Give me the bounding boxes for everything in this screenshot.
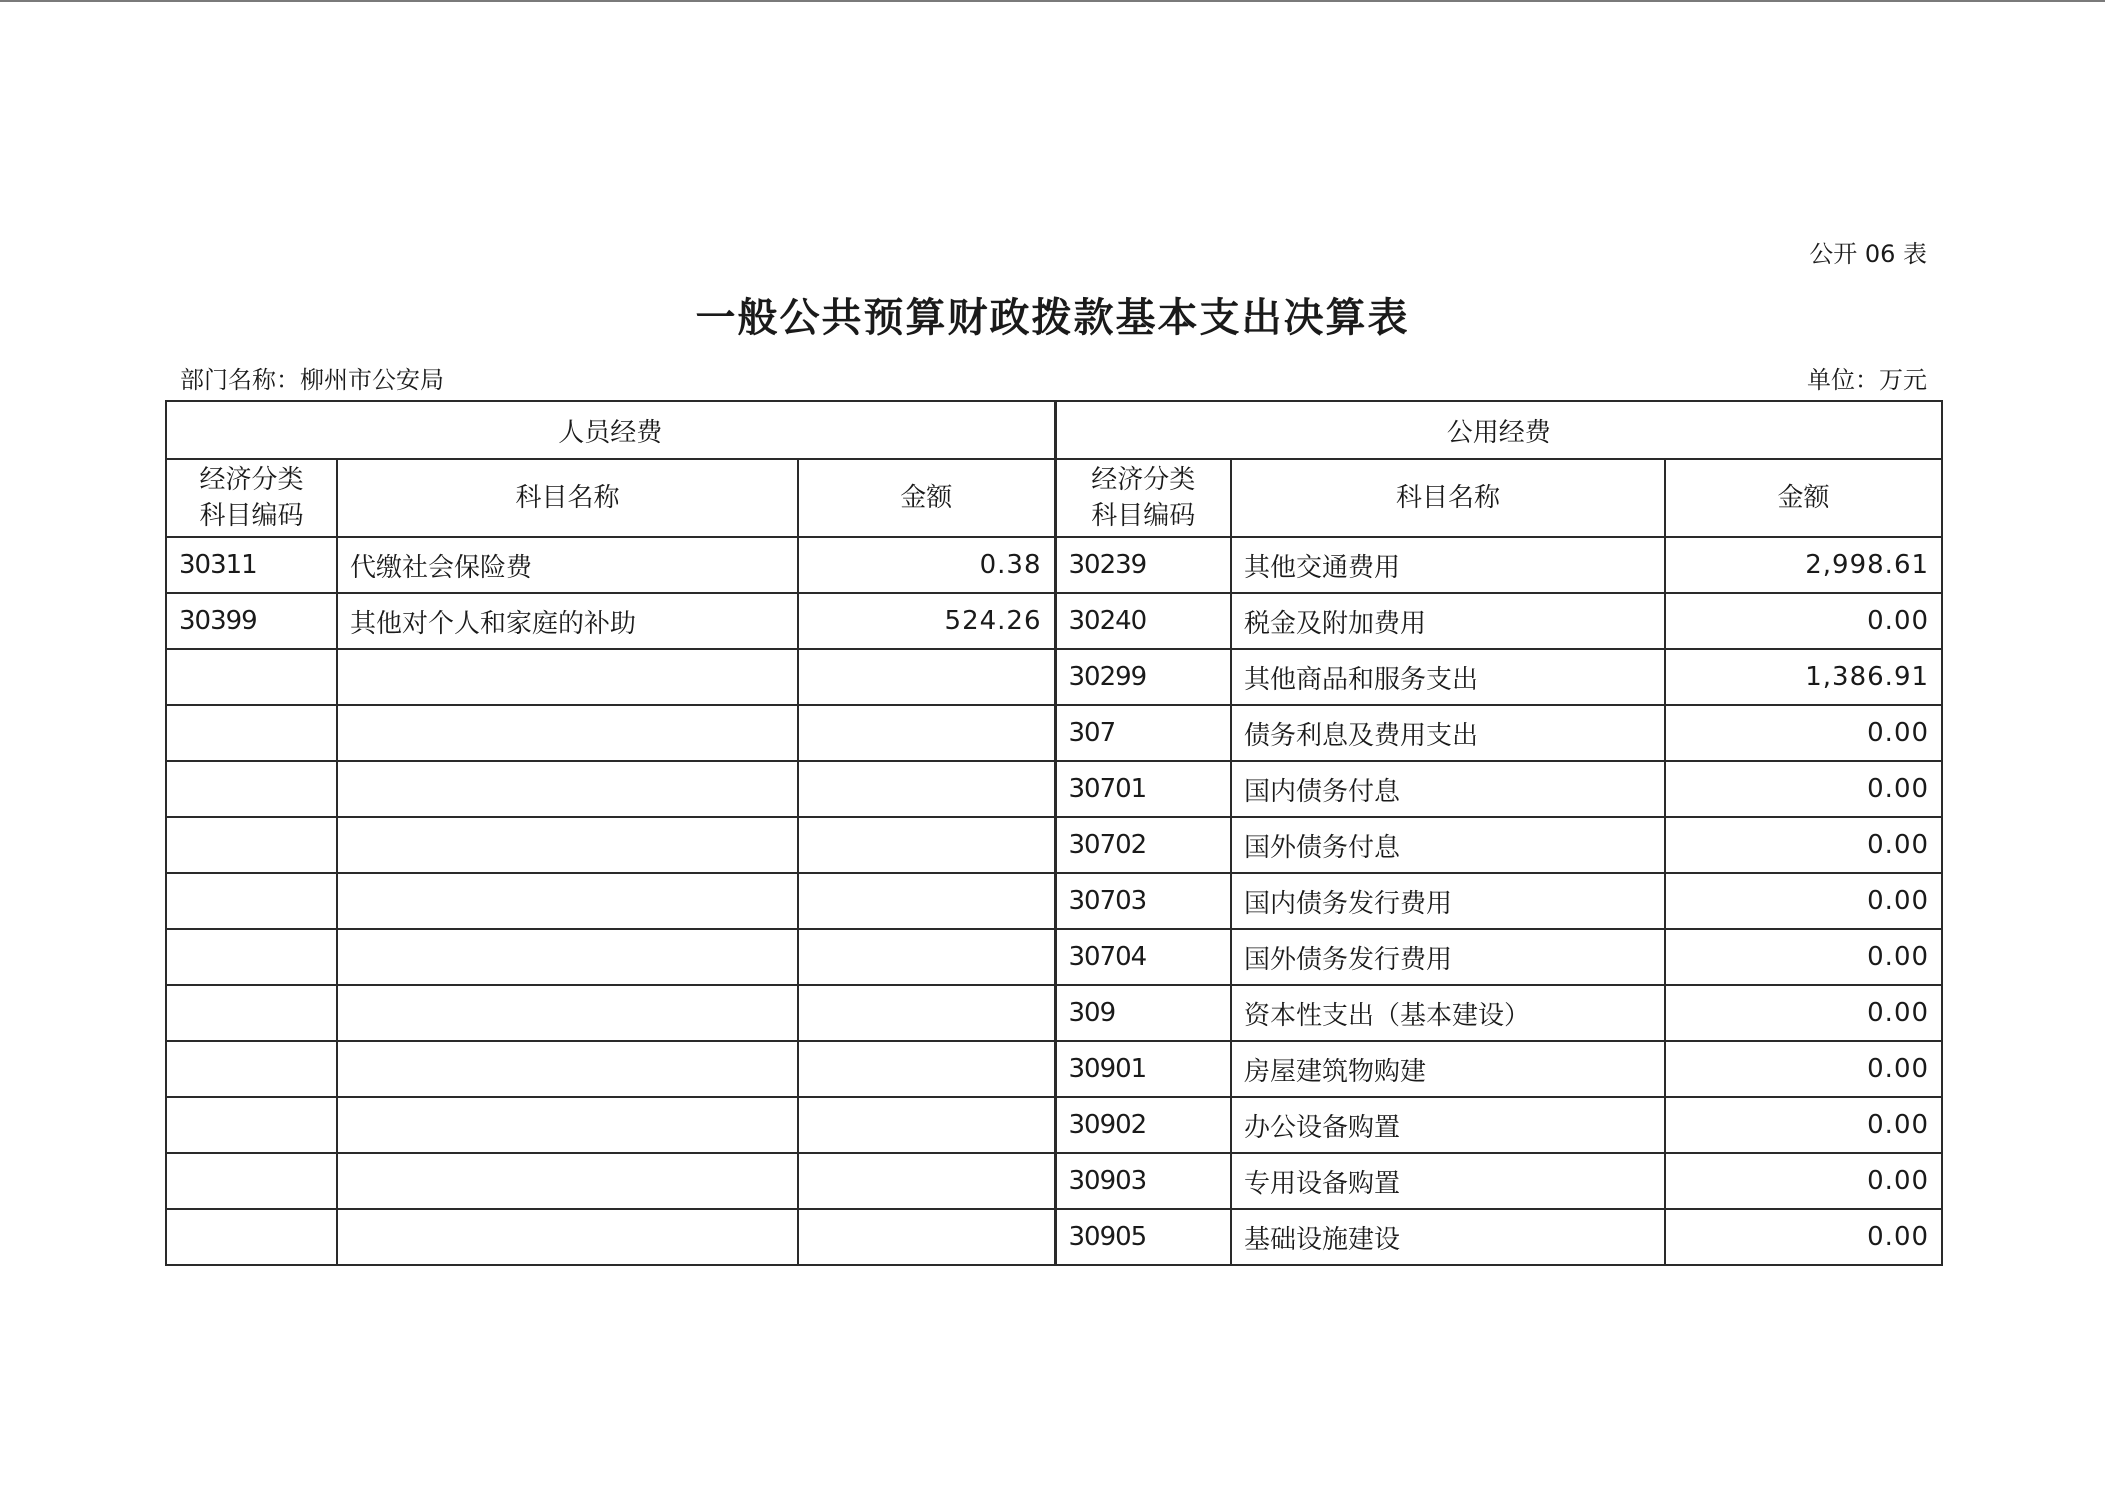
public-name-cell: 债务利息及费用支出 <box>1231 705 1665 761</box>
table-row <box>166 1041 1942 1097</box>
public-amount-cell: 0.00 <box>1665 1097 1942 1153</box>
column-header-row <box>166 459 1942 537</box>
personnel-name-cell <box>337 873 798 929</box>
public-code-cell: 30905 <box>1055 1209 1231 1265</box>
public-code-cell: 30239 <box>1055 537 1231 593</box>
public-amount-cell: 1,386.91 <box>1665 649 1942 705</box>
personnel-name-cell: 其他对个人和家庭的补助 <box>337 593 798 649</box>
personnel-name-cell <box>337 1097 798 1153</box>
public-name-cell: 国外债务发行费用 <box>1231 929 1665 985</box>
table-row <box>166 593 1942 649</box>
personnel-name-cell: 代缴社会保险费 <box>337 537 798 593</box>
personnel-code-cell <box>166 1097 337 1153</box>
public-name-cell: 国外债务付息 <box>1231 817 1665 873</box>
department-name: 部门名称：柳州市公安局 <box>180 366 444 394</box>
personnel-amount-cell <box>798 1041 1055 1097</box>
public-amount-cell: 2,998.61 <box>1665 537 1942 593</box>
col-header-code-line2: 科目编码 <box>1091 501 1196 531</box>
public-code-cell: 30901 <box>1055 1041 1231 1097</box>
personnel-name-cell <box>337 929 798 985</box>
table-row <box>166 761 1942 817</box>
personnel-amount-cell <box>798 1209 1055 1265</box>
public-name-cell: 专用设备购置 <box>1231 1153 1665 1209</box>
public-amount-cell: 0.00 <box>1665 929 1942 985</box>
top-border-line <box>0 0 2105 2</box>
personnel-amount-cell <box>798 873 1055 929</box>
table-row <box>166 1153 1942 1209</box>
col-header-public-amount: 金额 <box>1665 459 1942 537</box>
unit-label: 单位：万元 <box>1807 366 1927 394</box>
public-name-cell: 税金及附加费用 <box>1231 593 1665 649</box>
public-name-cell: 房屋建筑物购建 <box>1231 1041 1665 1097</box>
personnel-code-cell: 30399 <box>166 593 337 649</box>
personnel-code-cell <box>166 761 337 817</box>
public-amount-cell: 0.00 <box>1665 1153 1942 1209</box>
personnel-name-cell <box>337 985 798 1041</box>
personnel-name-cell <box>337 817 798 873</box>
group-header-row <box>166 401 1942 459</box>
public-amount-cell: 0.00 <box>1665 817 1942 873</box>
public-name-cell: 其他商品和服务支出 <box>1231 649 1665 705</box>
col-header-personnel-name: 科目名称 <box>337 459 798 537</box>
public-amount-cell: 0.00 <box>1665 761 1942 817</box>
personnel-amount-cell <box>798 985 1055 1041</box>
personnel-code-cell: 30311 <box>166 537 337 593</box>
table-row <box>166 817 1942 873</box>
personnel-name-cell <box>337 1153 798 1209</box>
personnel-amount-cell: 0.38 <box>798 537 1055 593</box>
personnel-name-cell <box>337 1209 798 1265</box>
public-code-cell: 30701 <box>1055 761 1231 817</box>
personnel-amount-cell: 524.26 <box>798 593 1055 649</box>
col-header-code-line2: 科目编码 <box>199 501 304 531</box>
table-row <box>166 705 1942 761</box>
personnel-code-cell <box>166 649 337 705</box>
personnel-name-cell <box>337 705 798 761</box>
col-header-personnel-amount: 金额 <box>798 459 1055 537</box>
public-name-cell: 国内债务发行费用 <box>1231 873 1665 929</box>
public-code-cell: 30702 <box>1055 817 1231 873</box>
personnel-code-cell <box>166 705 337 761</box>
document-title: 一般公共预算财政拨款基本支出决算表 <box>695 295 1410 341</box>
budget-table <box>165 400 1943 1266</box>
form-number: 公开 06 表 <box>1809 240 1927 268</box>
public-name-cell: 办公设备购置 <box>1231 1097 1665 1153</box>
personnel-code-cell <box>166 1209 337 1265</box>
personnel-amount-cell <box>798 1097 1055 1153</box>
col-header-code-line1: 经济分类 <box>1091 465 1196 495</box>
public-name-cell: 其他交通费用 <box>1231 537 1665 593</box>
public-code-cell: 30703 <box>1055 873 1231 929</box>
public-amount-cell: 0.00 <box>1665 1041 1942 1097</box>
public-amount-cell: 0.00 <box>1665 705 1942 761</box>
personnel-name-cell <box>337 649 798 705</box>
public-code-cell: 30902 <box>1055 1097 1231 1153</box>
personnel-code-cell <box>166 985 337 1041</box>
public-code-cell: 30299 <box>1055 649 1231 705</box>
public-name-cell: 国内债务付息 <box>1231 761 1665 817</box>
col-header-public-name: 科目名称 <box>1231 459 1665 537</box>
personnel-amount-cell <box>798 929 1055 985</box>
table-row <box>166 985 1942 1041</box>
personnel-amount-cell <box>798 761 1055 817</box>
table-row <box>166 1209 1942 1265</box>
public-name-cell: 基础设施建设 <box>1231 1209 1665 1265</box>
personnel-amount-cell <box>798 649 1055 705</box>
public-code-cell: 307 <box>1055 705 1231 761</box>
col-header-public-code <box>1055 459 1231 537</box>
group-header-personnel: 人员经费 <box>166 401 1055 459</box>
personnel-amount-cell <box>798 817 1055 873</box>
table-row <box>166 929 1942 985</box>
public-code-cell: 30903 <box>1055 1153 1231 1209</box>
public-code-cell: 309 <box>1055 985 1231 1041</box>
group-header-public: 公用经费 <box>1055 401 1942 459</box>
col-header-code-line1: 经济分类 <box>199 465 304 495</box>
public-name-cell: 资本性支出（基本建设） <box>1231 985 1665 1041</box>
col-header-personnel-code <box>166 459 337 537</box>
table-row <box>166 649 1942 705</box>
table-row <box>166 873 1942 929</box>
table-row <box>166 537 1942 593</box>
personnel-code-cell <box>166 873 337 929</box>
public-amount-cell: 0.00 <box>1665 593 1942 649</box>
personnel-code-cell <box>166 1153 337 1209</box>
personnel-code-cell <box>166 929 337 985</box>
personnel-name-cell <box>337 1041 798 1097</box>
personnel-code-cell <box>166 1041 337 1097</box>
table-row <box>166 1097 1942 1153</box>
public-amount-cell: 0.00 <box>1665 1209 1942 1265</box>
personnel-amount-cell <box>798 1153 1055 1209</box>
personnel-name-cell <box>337 761 798 817</box>
public-code-cell: 30704 <box>1055 929 1231 985</box>
public-code-cell: 30240 <box>1055 593 1231 649</box>
public-amount-cell: 0.00 <box>1665 985 1942 1041</box>
public-amount-cell: 0.00 <box>1665 873 1942 929</box>
personnel-code-cell <box>166 817 337 873</box>
personnel-amount-cell <box>798 705 1055 761</box>
